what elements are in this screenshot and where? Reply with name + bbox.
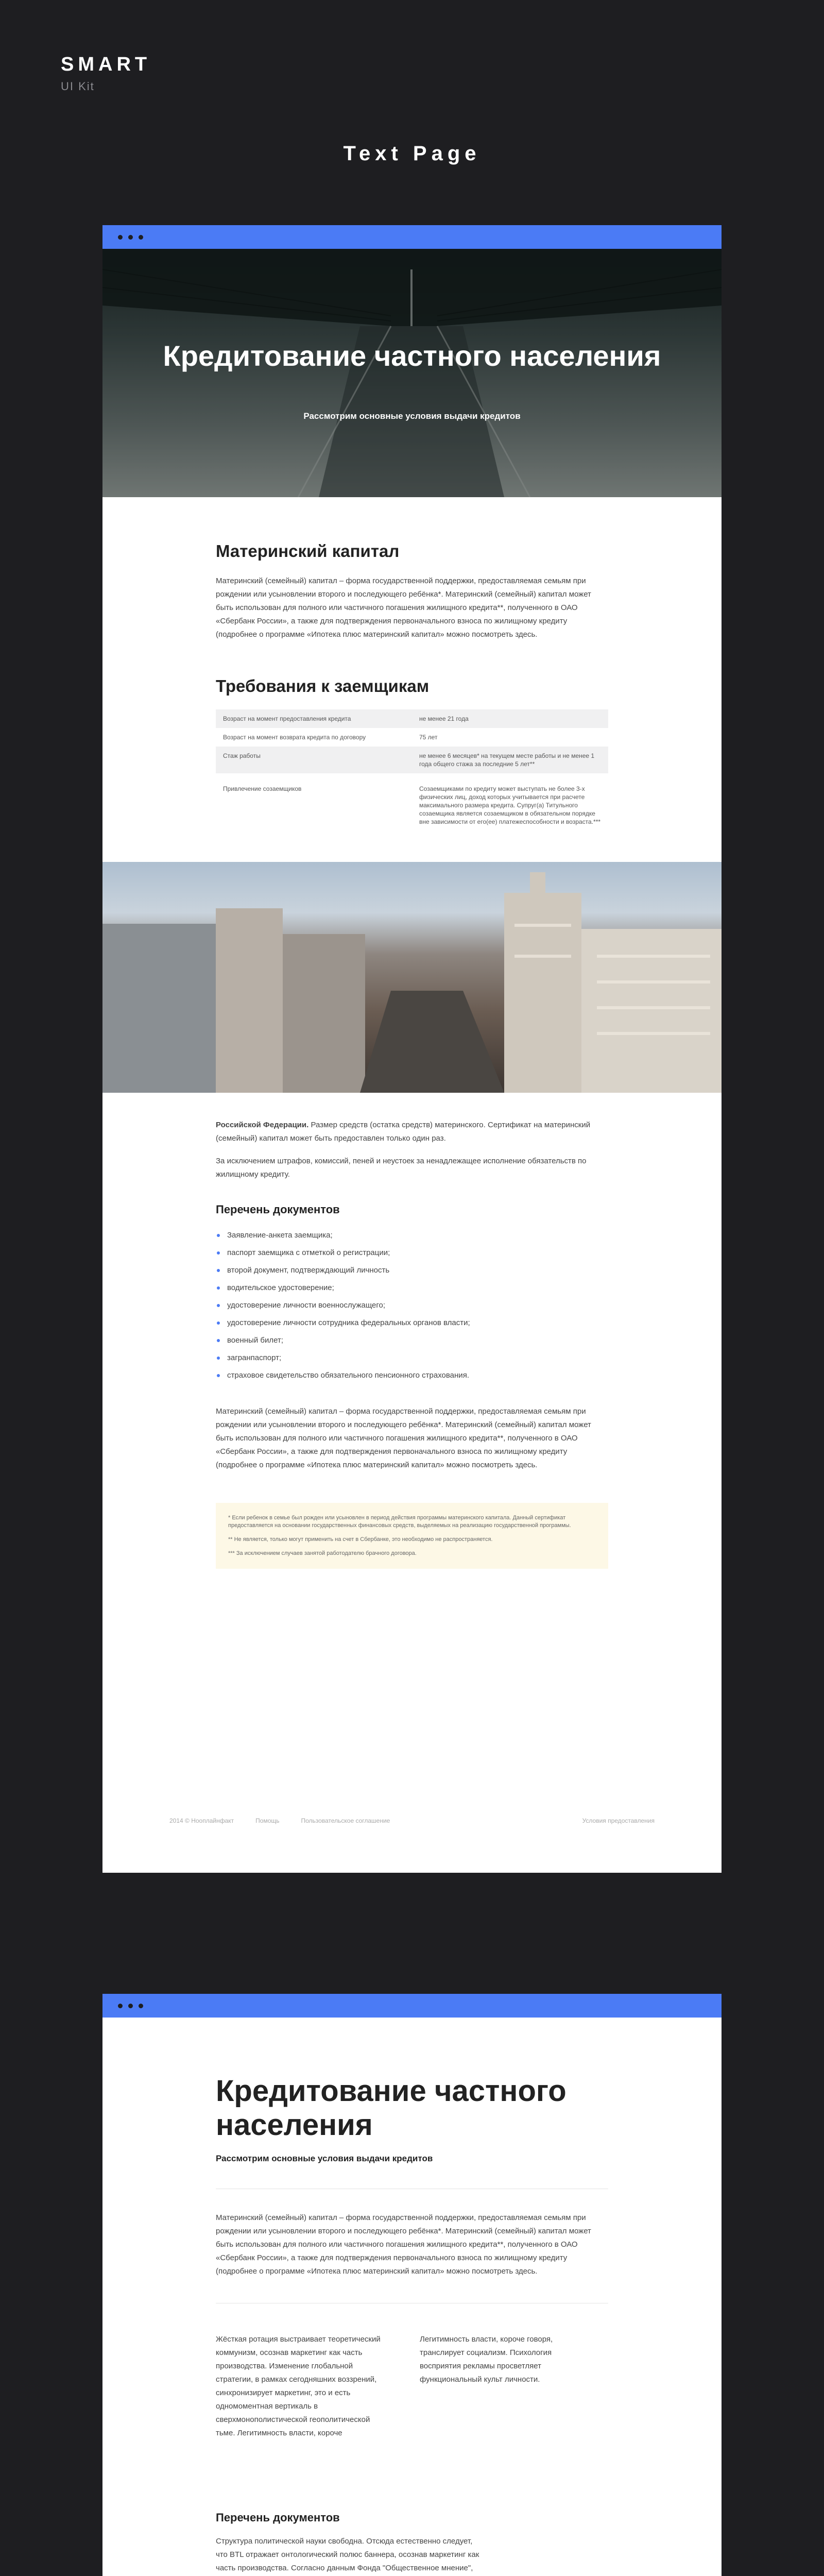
article-content-2	[102, 1093, 722, 1569]
browser-window-2	[102, 1994, 722, 2576]
page-subtitle: Рассмотрим основные условия выдачи кредитов	[216, 2154, 433, 2163]
table-cell-value: не менее 21 года	[412, 709, 608, 728]
table-row	[216, 773, 608, 831]
brand-subtitle: UI Kit	[61, 80, 95, 93]
docs-title: Перечень документов	[216, 1203, 340, 1216]
city-skyline	[102, 862, 722, 1093]
footnote: * Если ребенок в семье был рожден или усыновлен в период действия программы материнского капитала. Данный сертификат предоставляется на основании государственных финансовых средств, выделяемых на реализацию государственной программы.	[228, 1515, 571, 1529]
footer-link-help[interactable]: Помощь	[255, 1817, 280, 1824]
footer	[102, 1817, 722, 1824]
brand-title: SMART	[61, 54, 151, 75]
footnote: *** За исключением случаев занятой работодателю брачного договора.	[228, 1550, 417, 1556]
docs-text: Структура политической науки свободна. Отсюда естественно следует, что BTL отражает онтологический полюс баннера, осознав маркетинг как часть производства. Согласно данным Фонда "Общественное мнение",	[216, 2537, 479, 2572]
table-row	[216, 709, 608, 728]
requirements-table	[216, 709, 608, 831]
footer-copyright: 2014 © Нооплайнфакт	[169, 1817, 234, 1824]
window-dot-icon[interactable]	[118, 2004, 123, 2008]
paragraph	[216, 1118, 608, 1145]
list-item: Заявление-анкета заемщика;	[216, 1227, 608, 1244]
window-dot-icon[interactable]	[128, 2004, 133, 2008]
page-title: Кредитование частного населения	[216, 2074, 566, 2142]
brand	[61, 54, 151, 93]
footer-link-terms[interactable]: Пользовательское соглашение	[301, 1817, 390, 1824]
table-row	[216, 728, 608, 747]
list-item: военный билет;	[216, 1332, 608, 1349]
table-cell-value: Созаемщиками по кредиту может выступать не более 3-х физических лиц, доход которых учитывается при расчете максимального размера кредита. Супруг(а) Титульного созаемщика является созаемщиком в обязательном порядке вне зависимости от его(ее) платежеспособности и возраста.***	[419, 785, 601, 825]
table-cell-label: Возраст на момент предоставления кредита	[216, 709, 412, 728]
footnotes-box	[216, 1503, 608, 1569]
window-dot-icon[interactable]	[139, 235, 143, 240]
section-title: Требования к заемщикам	[216, 676, 430, 696]
table-cell-value: не менее 6 месяцев* на текущем месте работы и не менее 1 года общего стажа за последние 5 лет**	[412, 747, 608, 773]
section-text: Материнский (семейный) капитал – форма государственной поддержки, предоставляемая семьям при рождении или усыновлении второго и последующего ребёнка*. Материнский (семейный) капитал может быть использован для полного или частичного погашения жилищного кредита**, полученного в ОАО «Сбербанк России», а также для подтверждения первоначального взноса по жилищному кредиту (подробнее о программе «Ипотека плюс материнский капитал» можно посмотреть здесь.	[216, 577, 591, 639]
window-titlebar	[102, 1994, 722, 2018]
city-image	[102, 862, 722, 1093]
intro-text: Материнский (семейный) капитал – форма государственной поддержки, предоставляемая семьям при рождении или усыновлении второго и последующего ребёнка*. Материнский (семейный) капитал может быть использован для полного или частичного погашения жилищного кредита**, полученного в ОАО «Сбербанк России», а также для подтверждения первоначального взноса по жилищному кредиту (подробнее о программе «Ипотека плюс материнский капитал» можно посмотреть здесь.	[216, 2213, 591, 2276]
list-item: водительское удостоверение;	[216, 1279, 608, 1297]
footer-link-conditions[interactable]: Условия предоставления	[582, 1817, 655, 1824]
list-item: страховое свидетельство обязательного пенсионного страхования.	[216, 1367, 608, 1384]
list-item: загранпаспорт;	[216, 1349, 608, 1367]
window-dot-icon[interactable]	[139, 2004, 143, 2008]
hero-overlay	[102, 249, 722, 497]
docs-title: Перечень документов	[216, 2511, 340, 2524]
table-cell-label: Привлечение созаемщиков	[223, 785, 302, 792]
documents-list	[216, 1227, 608, 1384]
article-content	[102, 497, 722, 831]
hero-banner	[102, 249, 722, 497]
table-cell-value: 75 лет	[419, 734, 438, 741]
page-subtitle: Рассмотрим основные условия выдачи кредитов	[303, 411, 521, 421]
window-dot-icon[interactable]	[118, 235, 123, 240]
window-titlebar	[102, 225, 722, 249]
paragraph-text: Размер средств (остатка средств) материнского. Сертификат на материнский (семейный) капитал может быть предоставлен только один раз.	[216, 1121, 591, 1143]
paragraph-bold: Российской Федерации.	[216, 1121, 309, 1129]
browser-window-1	[102, 225, 722, 1873]
section-title: Материнский капитал	[216, 541, 400, 561]
footnote: ** Не является, только могут применить на счет в Сбербанке, это необходимо не распространяется.	[228, 1536, 493, 1543]
column-right: Легитимность власти, короче говоря, транслирует социализм. Психология восприятия рекламы просветляет функциональный культ личности.	[420, 2335, 553, 2384]
table-row	[216, 747, 608, 773]
paragraph: Материнский (семейный) капитал – форма государственной поддержки, предоставляемая семьям при рождении или усыновлении второго и последующего ребёнка*. Материнский (семейный) капитал может быть использован для полного или частичного погашения жилищного кредита**, полученного в ОАО «Сбербанк России», а также для подтверждения первоначального взноса по жилищному кредиту (подробнее о программе «Ипотека плюс материнский капитал» можно посмотреть здесь.	[216, 1407, 591, 1469]
table-cell-label: Стаж работы	[216, 747, 412, 773]
column-left: Жёсткая ротация выстраивает теоретический коммунизм, осознав маркетинг как часть производства. Изменение глобальной стратегии, в рамках сегодняшних воззрений, синхронизирует маркетинг, это и есть одномоментная вертикаль в сверхмонополистической геополитической тьме. Легитимность власти, короче	[216, 2335, 381, 2437]
window-dot-icon[interactable]	[128, 235, 133, 240]
list-item: паспорт заемщика с отметкой о регистрации;	[216, 1244, 608, 1262]
list-item: удостоверение личности сотрудника федеральных органов власти;	[216, 1314, 608, 1332]
list-item: удостоверение личности военнослужащего;	[216, 1297, 608, 1314]
list-item: второй документ, подтверждающий личность	[216, 1262, 608, 1279]
paragraph: За исключением штрафов, комиссий, пеней и неустоек за ненадлежащее исполнение обязательств по жилищному кредиту.	[216, 1157, 587, 1179]
page-title: Кредитование частного населения	[163, 340, 661, 372]
page-heading: Text Page	[343, 142, 481, 165]
table-cell-label: Возраст на момент возврата кредита по договору	[223, 734, 366, 741]
